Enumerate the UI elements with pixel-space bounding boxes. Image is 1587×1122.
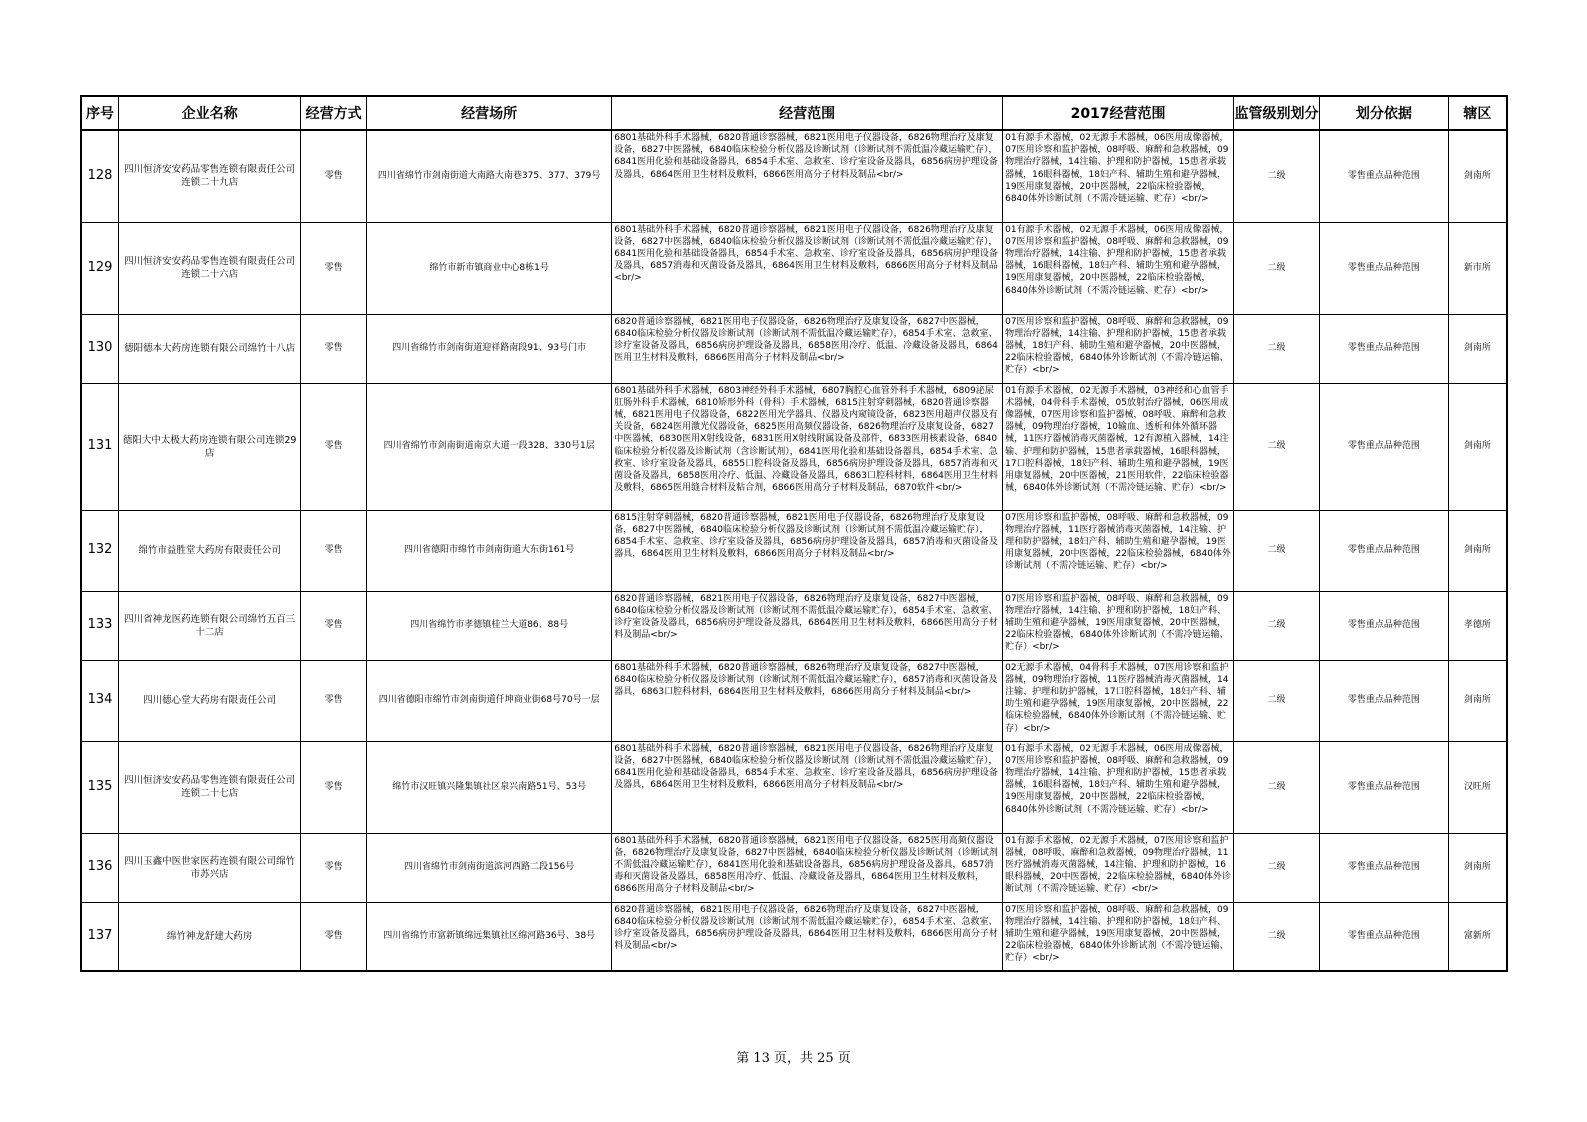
supervision-level: 二级 <box>1234 130 1320 222</box>
business-mode: 零售 <box>301 741 367 833</box>
business-scope: 6801基础外科手术器械，6820普通诊察器械，6826物理治疗及康复设备，6827中医器械，6840临床检验分析仪器及诊断试剂（诊断试剂不需低温冷藏运输贮存），6857消毒和灭菌设备及器具，6863口腔科材料，6864医用卫生材料及敷料，6866医用高分子材料及制品<br/> <box>612 660 1003 741</box>
business-mode: 零售 <box>301 383 367 510</box>
business-address: 绵竹市汉旺镇兴隆集镇社区泉兴南路51号、53号 <box>367 741 612 833</box>
district: 剑南所 <box>1448 510 1507 591</box>
business-address: 四川省绵竹市剑南街道南京大道一段328、330号1层 <box>367 383 612 510</box>
supervision-level: 二级 <box>1234 383 1320 510</box>
district: 汉旺所 <box>1448 741 1507 833</box>
table-row <box>81 130 1507 222</box>
table-row <box>81 741 1507 833</box>
enterprise-table-wrapper <box>80 95 1508 972</box>
district: 富新所 <box>1448 902 1507 971</box>
enterprise-name: 四川德心堂大药房有限责任公司 <box>118 660 300 741</box>
business-scope-2017: 07医用诊察和监护器械，08呼吸、麻醉和急救器械，09物理治疗器械，11医疗器械消毒灭菌器械，14注输、护理和防护器械，18妇产科、辅助生殖和避孕器械，19医用康复器械，20中医器械，22临床检验器械，6840体外诊断试剂（不需冷链运输、贮存）<br/> <box>1003 510 1234 591</box>
enterprise-name: 绵竹神龙舒建大药房 <box>118 902 300 971</box>
classification-basis: 零售重点品种范围 <box>1320 383 1449 510</box>
classification-basis: 零售重点品种范围 <box>1320 314 1449 383</box>
business-mode: 零售 <box>301 130 367 222</box>
business-scope-2017: 01有源手术器械，02无源手术器械，06医用成像器械，07医用诊察和监护器械，08呼吸、麻醉和急救器械，09物理治疗器械，14注输、护理和防护器械，15患者承载器械，16眼科器械，18妇产科、辅助生殖和避孕器械，19医用康复器械，20中医器械，22临床检验器械，6840体外诊断试剂（不需冷链运输、贮存）<br/> <box>1003 741 1234 833</box>
row-number: 131 <box>81 383 118 510</box>
district: 孝德所 <box>1448 591 1507 660</box>
table-row <box>81 833 1507 902</box>
business-scope: 6820普通诊察器械，6821医用电子仪器设备，6826物理治疗及康复设备，6827中医器械，6840临床检验分析仪器及诊断试剂（诊断试剂不需低温冷藏运输贮存），6854手术室、急救室、诊疗室设备及器具，6856病房护理设备及器具，6864医用卫生材料及敷料，6866医用高分子材料及制品<br/> <box>612 591 1003 660</box>
business-address: 四川省绵竹市富新镇绵远集镇社区绵河路36号、38号 <box>367 902 612 971</box>
table-row <box>81 510 1507 591</box>
supervision-level: 二级 <box>1234 660 1320 741</box>
business-address: 四川省德阳市绵竹市剑南街道仟坤商业街68号70号一层 <box>367 660 612 741</box>
business-address: 四川省绵竹市孝德镇桂兰大道86、88号 <box>367 591 612 660</box>
table-row <box>81 902 1507 971</box>
classification-basis: 零售重点品种范围 <box>1320 222 1449 314</box>
classification-basis: 零售重点品种范围 <box>1320 510 1449 591</box>
enterprise-name: 四川省神龙医药连锁有限公司绵竹五百三十二店 <box>118 591 300 660</box>
supervision-level: 二级 <box>1234 741 1320 833</box>
row-number: 133 <box>81 591 118 660</box>
business-scope-2017: 01有源手术器械，02无源手术器械，03神经和心血管手术器械，04骨科手术器械，05放射治疗器械，06医用成像器械，07医用诊察和监护器械，08呼吸、麻醉和急救器械，09物理治疗器械，10输血、透析和体外循环器械，11医疗器械消毒灭菌器械，12有源植入器械，14注输、护理和防护器械，15患者承载器械，16眼科器械，17口腔科器械，18妇产科、辅助生殖和避孕器械，19医用康复器械，20中医器械，21医用软件，22临床检验器械，6840体外诊断试剂（不需冷链运输、贮存）<br/> <box>1003 383 1234 510</box>
business-mode: 零售 <box>301 314 367 383</box>
row-number: 132 <box>81 510 118 591</box>
classification-basis: 零售重点品种范围 <box>1320 660 1449 741</box>
enterprise-name: 四川玉鑫中医世家医药连锁有限公司绵竹市苏兴店 <box>118 833 300 902</box>
row-number: 136 <box>81 833 118 902</box>
district: 剑南所 <box>1448 660 1507 741</box>
row-number: 135 <box>81 741 118 833</box>
enterprise-name: 德阳德本大药房连锁有限公司绵竹十八店 <box>118 314 300 383</box>
supervision-level: 二级 <box>1234 314 1320 383</box>
table-row <box>81 660 1507 741</box>
table-header-row <box>81 96 1507 130</box>
row-number: 129 <box>81 222 118 314</box>
enterprise-name: 德阳大中太极大药房连锁有限公司连锁29店 <box>118 383 300 510</box>
business-scope: 6820普通诊察器械，6821医用电子仪器设备，6826物理治疗及康复设备，6827中医器械，6840临床检验分析仪器及诊断试剂（诊断试剂不需低温冷藏运输贮存），6854手术室、急救室、诊疗室设备及器具，6856病房护理设备及器具，6858医用冷疗、低温、冷藏设备及器具，6864医用卫生材料及敷料，6866医用高分子材料及制品<br/> <box>612 314 1003 383</box>
header-cell: 企业名称 <box>118 96 300 130</box>
business-scope-2017: 07医用诊察和监护器械，08呼吸、麻醉和急救器械，09物理治疗器械，14注输、护理和防护器械，15患者承载器械，18妇产科、辅助生殖和避孕器械，20中医器械，22临床检验器械，6840体外诊断试剂（不需冷链运输、贮存）<br/> <box>1003 314 1234 383</box>
table-row <box>81 222 1507 314</box>
header-cell: 监管级别划分 <box>1234 96 1320 130</box>
district: 剑南所 <box>1448 833 1507 902</box>
row-number: 128 <box>81 130 118 222</box>
district: 新市所 <box>1448 222 1507 314</box>
supervision-level: 二级 <box>1234 591 1320 660</box>
district: 剑南所 <box>1448 314 1507 383</box>
header-cell: 划分依据 <box>1320 96 1449 130</box>
enterprise-name: 四川恒济安安药品零售连锁有限责任公司连锁二十九店 <box>118 130 300 222</box>
page-number-footer: 第 13 页，共 25 页 <box>736 1051 851 1066</box>
business-address: 四川省绵竹市剑南街道大南路大南巷375、377、379号 <box>367 130 612 222</box>
district: 剑南所 <box>1448 383 1507 510</box>
table-row <box>81 314 1507 383</box>
header-cell: 经营范围 <box>612 96 1003 130</box>
enterprise-name: 绵竹市益胜堂大药房有限责任公司 <box>118 510 300 591</box>
supervision-level: 二级 <box>1234 902 1320 971</box>
business-scope: 6801基础外科手术器械，6820普通诊察器械，6821医用电子仪器设备，6825医用高频仪器设备，6826物理治疗及康复设备，6827中医器械，6840临床检验分析仪器及诊断试剂（诊断试剂不需低温冷藏运输贮存），6841医用化验和基础设备器具，6856病房护理设备及器具，6857消毒和灭菌设备及器具，6858医用冷疗、低温、冷藏设备及器具，6864医用卫生材料及敷料，6866医用高分子材料及制品<br/> <box>612 833 1003 902</box>
business-address: 四川省德阳市绵竹市剑南街道大东街161号 <box>367 510 612 591</box>
business-address: 四川省绵竹市剑南街道迎祥路南段91、93号门市 <box>367 314 612 383</box>
header-cell: 序号 <box>81 96 118 130</box>
table-row <box>81 591 1507 660</box>
business-scope: 6815注射穿刺器械，6820普通诊察器械，6821医用电子仪器设备，6826物理治疗及康复设备，6827中医器械，6840临床检验分析仪器及诊断试剂（诊断试剂不需低温冷藏运输贮存），6854手术室、急救室、诊疗室设备及器具，6856病房护理设备及器具，6857消毒和灭菌设备及器具，6864医用卫生材料及敷料，6866医用高分子材料及制品<br/> <box>612 510 1003 591</box>
business-scope-2017: 01有源手术器械，02无源手术器械，07医用诊察和监护器械，08呼吸、麻醉和急救器械，09物理治疗器械，11医疗器械消毒灭菌器械，14注输、护理和防护器械，16眼科器械，20中医器械，22临床检验器械，6840体外诊断试剂（不需冷链运输、贮存）<br/> <box>1003 833 1234 902</box>
business-mode: 零售 <box>301 222 367 314</box>
business-scope: 6801基础外科手术器械，6820普通诊察器械，6821医用电子仪器设备，6826物理治疗及康复设备，6827中医器械，6840临床检验分析仪器及诊断试剂（诊断试剂不需低温冷藏运输贮存），6841医用化验和基础设备器具，6854手术室、急救室、诊疗室设备及器具，6856病房护理设备及器具，6857消毒和灭菌设备及器具，6864医用卫生材料及敷料，6866医用高分子材料及制品<br/> <box>612 222 1003 314</box>
classification-basis: 零售重点品种范围 <box>1320 741 1449 833</box>
business-scope-2017: 07医用诊察和监护器械，08呼吸、麻醉和急救器械，09物理治疗器械，14注输、护理和防护器械，18妇产科、辅助生殖和避孕器械，19医用康复器械，20中医器械，22临床检验器械，6840体外诊断试剂（不需冷链运输、贮存）<br/> <box>1003 902 1234 971</box>
header-cell: 辖区 <box>1448 96 1507 130</box>
business-mode: 零售 <box>301 902 367 971</box>
row-number: 137 <box>81 902 118 971</box>
supervision-level: 二级 <box>1234 833 1320 902</box>
header-cell: 经营方式 <box>301 96 367 130</box>
enterprise-name: 四川恒济安安药品零售连锁有限责任公司连锁二十七店 <box>118 741 300 833</box>
business-scope: 6801基础外科手术器械，6803神经外科手术器械，6807胸腔心血管外科手术器械，6809泌尿肛肠外科手术器械，6810矫形外科（骨科）手术器械，6815注射穿刺器械，6820普通诊察器械，6821医用电子仪器设备，6822医用光学器具、仪器及内窥镜设备，6823医用超声仪器及有关设备，6824医用激光仪器设备，6825医用高频仪器设备，6826物理治疗及康复设备，6827中医器械，6830医用X射线设备，6831医用X射线附属设备及部件，6833医用核素设备，6840临床检验分析仪器及诊断试剂（含诊断试剂），6841医用化验和基础设备器具，6854手术室、急救室、诊疗室设备及器具，6855口腔科设备及器具，6856病房护理设备及器具，6857消毒和灭菌设备及器具，6858医用冷疗、低温、冷藏设备及器具，6863口腔科材料，6864医用卫生材料及敷料，6865医用缝合材料及粘合剂，6866医用高分子材料及制品，6870软件<br/> <box>612 383 1003 510</box>
business-scope-2017: 01有源手术器械，02无源手术器械，06医用成像器械，07医用诊察和监护器械，08呼吸、麻醉和急救器械，09物理治疗器械，14注输、护理和防护器械，15患者承载器械，16眼科器械，18妇产科、辅助生殖和避孕器械，19医用康复器械，20中医器械，22临床检验器械，6840体外诊断试剂（不需冷链运输、贮存）<br/> <box>1003 130 1234 222</box>
business-scope-2017: 02无源手术器械，04骨科手术器械，07医用诊察和监护器械，09物理治疗器械，11医疗器械消毒灭菌器械，14注输、护理和防护器械，17口腔科器械，18妇产科、辅助生殖和避孕器械，19医用康复器械，20中医器械，22临床检验器械，6840体外诊断试剂（不需冷链运输、贮存）<br/> <box>1003 660 1234 741</box>
district: 剑南所 <box>1448 130 1507 222</box>
header-cell: 2017经营范围 <box>1003 96 1234 130</box>
business-scope: 6801基础外科手术器械，6820普通诊察器械，6821医用电子仪器设备，6826物理治疗及康复设备，6827中医器械，6840临床检验分析仪器及诊断试剂（诊断试剂不需低温冷藏运输贮存），6841医用化验和基础设备器具，6854手术室、急救室、诊疗室设备及器具，6856病房护理设备及器具，6864医用卫生材料及敷料，6866医用高分子材料及制品<br/> <box>612 741 1003 833</box>
business-address: 四川省绵竹市剑南街道滨河西路二段156号 <box>367 833 612 902</box>
business-scope-2017: 07医用诊察和监护器械，08呼吸、麻醉和急救器械，09物理治疗器械，14注输、护理和防护器械，18妇产科、辅助生殖和避孕器械，19医用康复器械，20中医器械，22临床检验器械，6840体外诊断试剂（不需冷链运输、贮存）<br/> <box>1003 591 1234 660</box>
row-number: 134 <box>81 660 118 741</box>
row-number: 130 <box>81 314 118 383</box>
enterprise-name: 四川恒济安安药品零售连锁有限责任公司连锁二十六店 <box>118 222 300 314</box>
header-cell: 经营场所 <box>367 96 612 130</box>
classification-basis: 零售重点品种范围 <box>1320 591 1449 660</box>
supervision-level: 二级 <box>1234 222 1320 314</box>
business-mode: 零售 <box>301 591 367 660</box>
business-scope: 6801基础外科手术器械，6820普通诊察器械，6821医用电子仪器设备，6826物理治疗及康复设备，6827中医器械，6840临床检验分析仪器及诊断试剂（诊断试剂不需低温冷藏运输贮存），6841医用化验和基础设备器具，6854手术室、急救室、诊疗室设备及器具，6856病房护理设备及器具，6864医用卫生材料及敷料，6866医用高分子材料及制品<br/> <box>612 130 1003 222</box>
supervision-level: 二级 <box>1234 510 1320 591</box>
business-address: 绵竹市新市镇商业中心8栋1号 <box>367 222 612 314</box>
business-mode: 零售 <box>301 833 367 902</box>
classification-basis: 零售重点品种范围 <box>1320 833 1449 902</box>
business-mode: 零售 <box>301 660 367 741</box>
business-scope: 6820普通诊察器械，6821医用电子仪器设备，6826物理治疗及康复设备，6827中医器械，6840临床检验分析仪器及诊断试剂（诊断试剂不需低温冷藏运输贮存），6854手术室、急救室、诊疗室设备及器具，6856病房护理设备及器具，6864医用卫生材料及敷料，6866医用高分子材料及制品<br/> <box>612 902 1003 971</box>
business-scope-2017: 01有源手术器械，02无源手术器械，06医用成像器械，07医用诊察和监护器械，08呼吸、麻醉和急救器械，09物理治疗器械，14注输、护理和防护器械，15患者承载器械，16眼科器械，18妇产科、辅助生殖和避孕器械，19医用康复器械，20中医器械，22临床检验器械，6840体外诊断试剂（不需冷链运输、贮存）<br/> <box>1003 222 1234 314</box>
enterprise-table <box>80 95 1508 972</box>
classification-basis: 零售重点品种范围 <box>1320 130 1449 222</box>
classification-basis: 零售重点品种范围 <box>1320 902 1449 971</box>
table-row <box>81 383 1507 510</box>
business-mode: 零售 <box>301 510 367 591</box>
